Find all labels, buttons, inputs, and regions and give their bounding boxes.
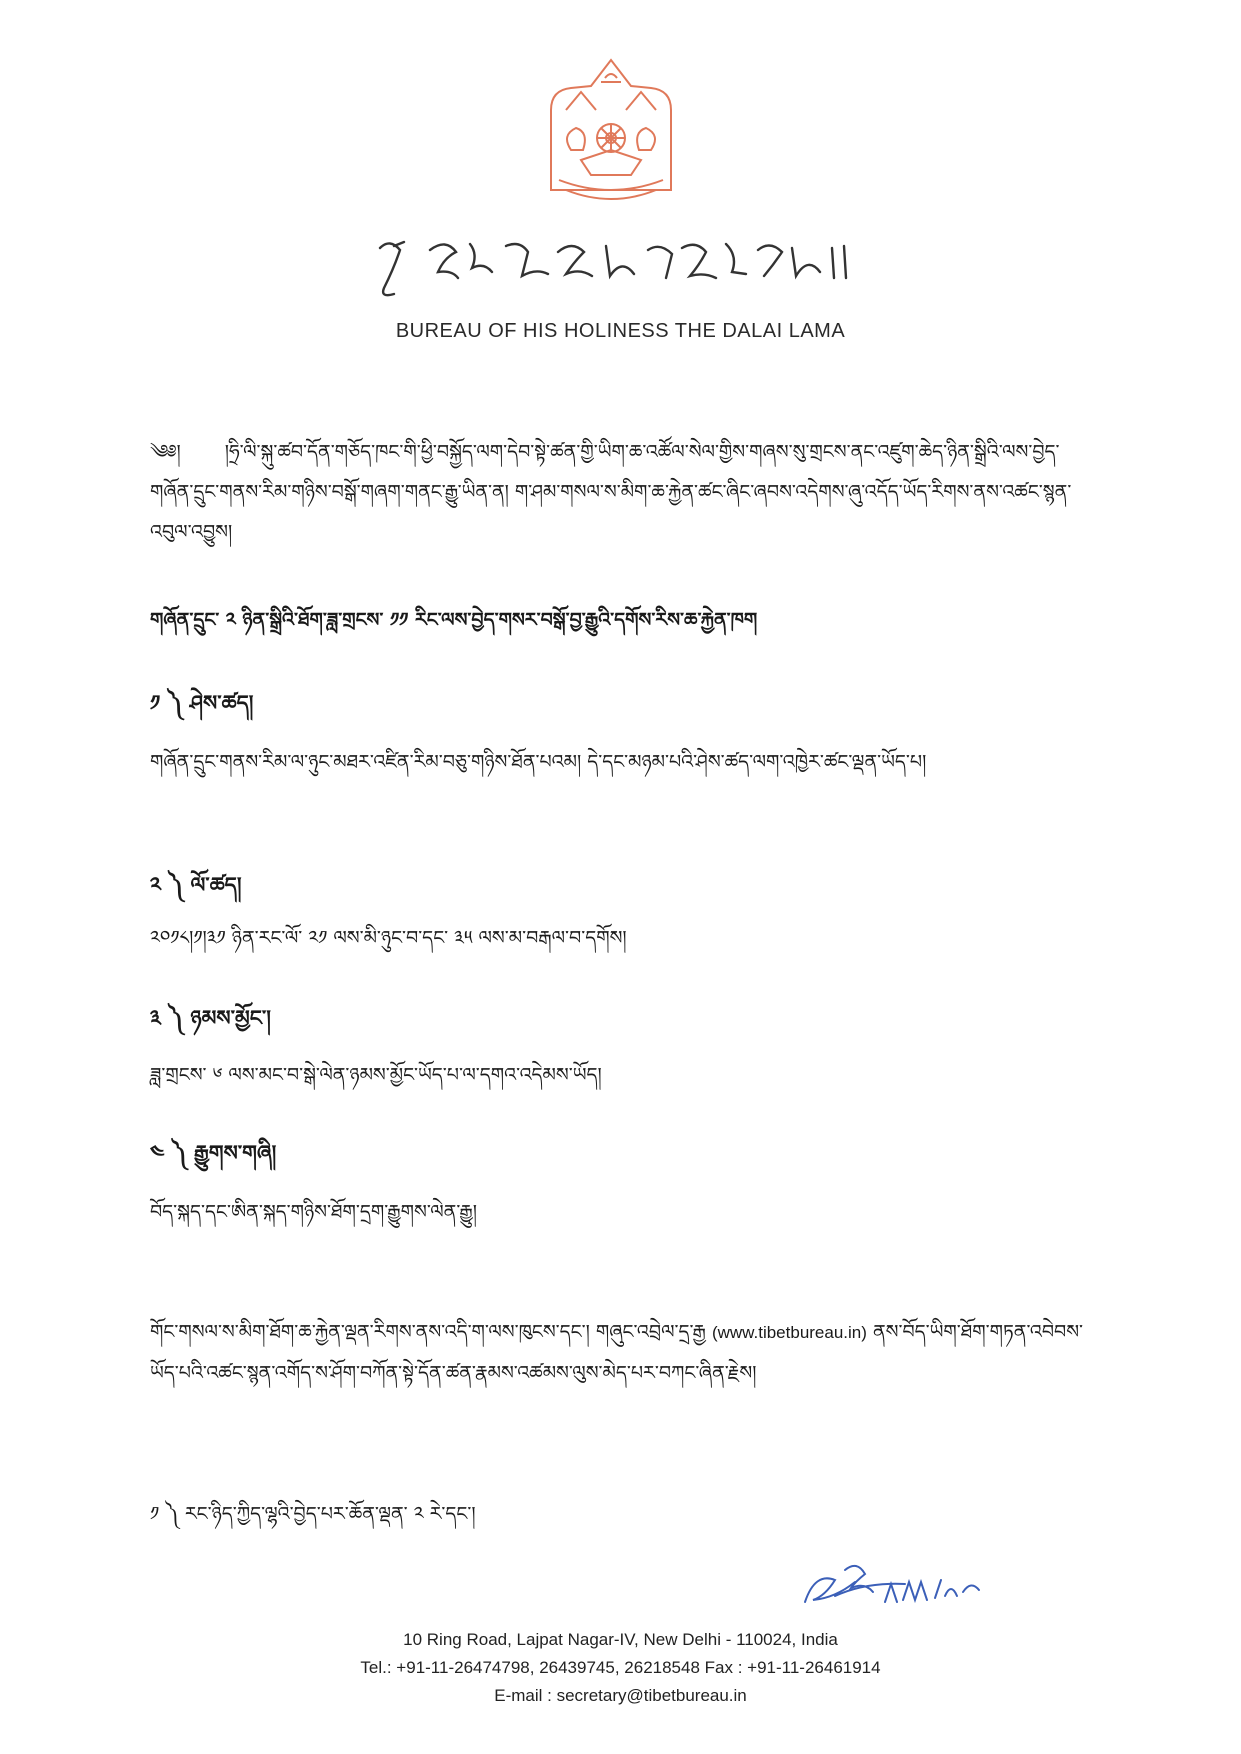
list-point-1: ༡ ༽ རང་ཉིད་ཀྱིད་ལྷའི་བྱེད་པར་ཆོན་ལྡན་ ༢ རེ་དང་། <box>150 1503 476 1525</box>
section-4-body: བོད་སྐད་དང་ཨིན་སྐད་གཉིས་ཐོག་དྲག་རྒྱུགས་ལེན་རྒྱུ། <box>150 1201 477 1223</box>
section-3-heading: ༣ ༽ ཉམས་མྱོང་། <box>150 1005 271 1030</box>
closing-text-end: ནས་བོད་ཡིག་ཐོག་གཏན་འབེབས་ཡོད་པའི་འཚང་སྙན་འགོད་ས་ཤོག་བཀོན་སྟེ་དོན་ཚན་རྣམས་འཚམས་ལུས་མེད་པར་བཀང་ཞིན་རྗེས། <box>150 1321 1084 1384</box>
emblem-logo <box>521 50 701 220</box>
bureau-name: BUREAU OF HIS HOLINESS THE DALAI LAMA <box>395 320 846 342</box>
intro-text: །ཧྲི་ལི་སྐུ་ཚབ་དོན་གཅོད་ཁང་གི་ཕྱི་བསྐྱོད་ལག་དེབ་སྟེ་ཚན་གྱི་ཡིག་ཆ་འཚོལ་སེལ་གྱིས་གཞས་སུ་གྲངས་ནང་འཛུག་ཆེད་ཉིན་སྒྲིའི་ལས་བྱེད་གཞོན་དྲུང་གནས་རིམ་གཉིས་བསྒོ་གཞག་གནང་རྒྱུ་ཡིན་ན། ག་ཤམ་གསལ་ས་མིག་ཆ་རྐྱེན་ཚང་ཞིང་ཞབས་འདེགས་ཞུ་འདོད་ཡོད་རིགས་ནས་འཚང་སྙན་འབུལ་འབྱུས། <box>150 441 1072 543</box>
section-2-body: ༢༠༡༨།༡།༣༡ ཉིན་རང་ལོ་ ༢༡ ལས་མི་ཉུང་བ་དང་ ༣༥ ལས་མ་བརྒལ་བ་དགོས། <box>150 927 627 949</box>
subject-line: གཞོན་དྲུང་ ༢ ཉིན་སྒྲིའི་ཐོག་ཟླ་གྲངས་ ༡༡ རིང་ལས་བྱེད་གསར་བསྒོ་བྱ་རྒྱུའི་དགོས་རིས་ཆ་རྐྱེན་ཁག <box>150 609 758 631</box>
closing-text-start: གོང་གསལ་ས་མིག་ཐོག་ཆ་རྐྱེན་ལྡན་རིགས་ནས་འདི་ག་ལས་ཁུངས་དང་། གཞུང་འབྲེལ་དྲ་རྒྱ <box>150 1321 706 1343</box>
section-2-heading: ༢ ༽ ལོ་ཚད། <box>150 872 242 897</box>
opening-mark: ༄༅། <box>150 441 181 463</box>
section-4-heading: ༤ ༽ རྒྱུགས་གཞི། <box>150 1140 277 1165</box>
section-1-heading: ༡ ༽ ཤེས་ཚད། <box>150 690 254 715</box>
website-link[interactable]: (www.tibetbureau.in) <box>711 1323 867 1342</box>
footer-address: 10 Ring Road, Lajpat Nagar-IV, New Delhi - 110024, India <box>403 1630 838 1649</box>
footer-email[interactable]: E-mail : secretary@tibetbureau.in <box>494 1686 747 1705</box>
section-1-body: གཞོན་དྲུང་གནས་རིམ་ལ་ཉུང་མཐར་འཛིན་རིམ་བཅུ་གཉིས་ཐོན་པའམ། དེ་དང་མཉམ་པའི་ཤེས་ཚད་ལག་འཁྱེར་ཚང་ལྡན་ཡོད་པ། <box>150 751 927 773</box>
section-3-body: ཟླ་གྲངས་ ༦ ལས་མང་བ་སྒེ་ལེན་ཉམས་མྱོང་ཡོད་པ་ལ་དགའ་འདེམས་ཡོད། <box>150 1064 602 1086</box>
intro-paragraph <box>150 432 1095 552</box>
tibetan-title-calligraphy <box>360 228 880 300</box>
footer-phone: Tel.: +91-11-26474798, 26439745, 26218548 Fax : +91-11-26461914 <box>360 1658 881 1677</box>
closing-paragraph <box>150 1312 1095 1393</box>
signature <box>795 1552 995 1622</box>
